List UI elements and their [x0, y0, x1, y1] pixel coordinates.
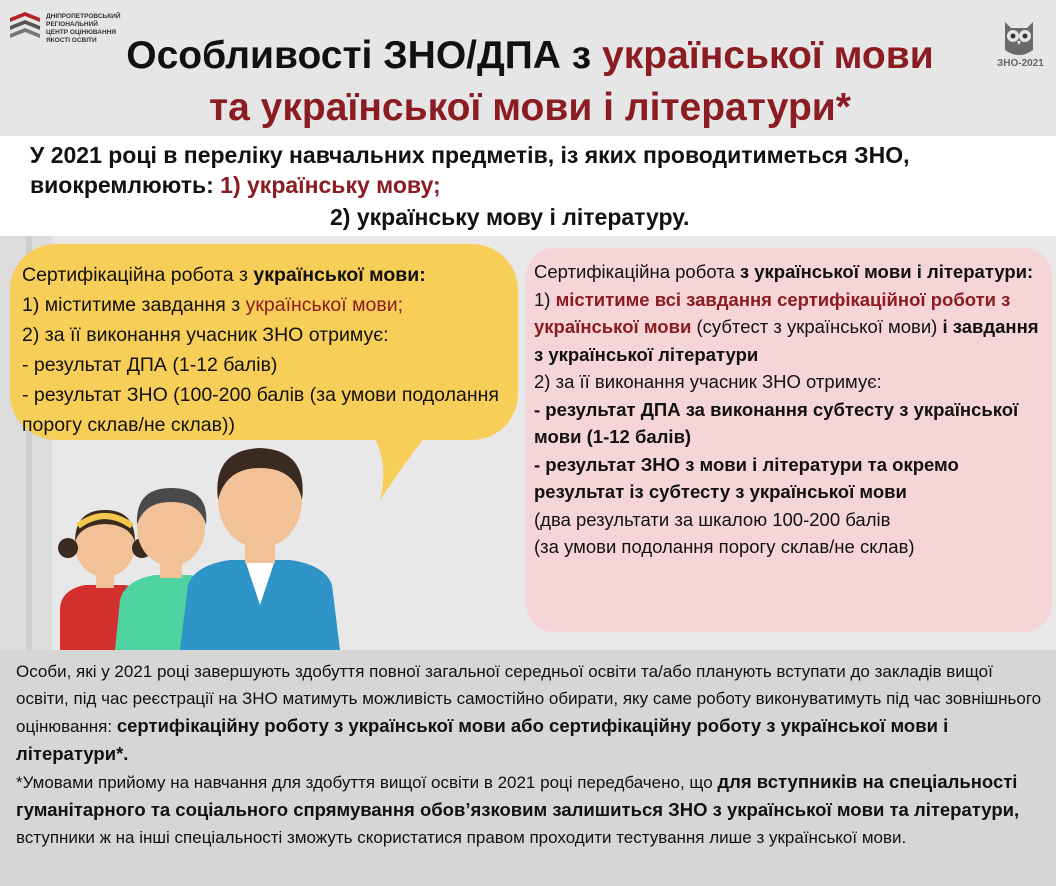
logo-text: ДНІПРОПЕТРОВСЬКИЙ РЕГІОНАЛЬНИЙ ЦЕНТР ОЦІНЮВАННЯ ЯКОСТІ ОСВІТИ [46, 13, 121, 44]
right-line-2: 1) міститиме всі завдання сертифікаційної роботи з української мови (субтест з української мови) і завдання з української літератури [534, 288, 1039, 365]
intro-text: У 2021 році в переліку навчальних предметів, із яких проводитиметься ЗНО, виокремлюють: 1) українську мову; [30, 142, 910, 198]
footer-paragraph-2: *Умовами прийому на навчання для здобуття вищої освіти в 2021 році передбачено, що для вступників на спеціальності гуманітарного та соціального спрямування обов’язковим залишиться ЗНО з української мови та літератури, вступники ж на інші спеціальності зможуть скористатися правом проходити тестування лише з української мови. [16, 771, 1020, 847]
left-line-5: - результат ЗНО (100-200 балів (за умови подолання порогу склав/не склав)) [22, 384, 499, 436]
left-line-4: - результат ДПА (1-12 балів) [22, 354, 278, 376]
page-title: Особливості ЗНО/ДПА з української мови та української мови і літератури* [126, 34, 934, 129]
right-line-1: Сертифікаційна робота з української мови і літератури: [534, 261, 1034, 282]
footer-notes [0, 650, 1056, 886]
literature-info-box [526, 248, 1052, 632]
owl-icon [995, 14, 1043, 60]
intro-section [0, 136, 1056, 236]
right-line-4: - результат ДПА за виконання субтесту з української мови (1-12 балів) [534, 398, 1019, 447]
intro-item-2: 2) українську мову і літературу. [330, 204, 690, 230]
speech-bubble-language [10, 244, 518, 440]
right-line-5: - результат ЗНО з мови і літератури та окремо результат із субтесту з української мови [534, 453, 959, 502]
zno-owl-badge [995, 14, 1047, 72]
right-line-6: (два результати за шкалою 100-200 балів [534, 508, 891, 530]
logo-mark-icon [8, 10, 42, 46]
family-illustration [40, 430, 440, 650]
right-line-3: 2) за її виконання учасник ЗНО отримує: [534, 371, 882, 392]
right-line-7: (за умови подолання порогу склав/не склав) [534, 536, 915, 557]
footer-paragraph-1: Особи, які у 2021 році завершують здобуття повної загальної середньої освіти та/або планують вступати до закладів вищої освіти, під час реєстрації на ЗНО матимуть можливість самостійно обирати, яку саме роботу виконуватимуть під час зовнішнього оцінювання: сертифікаційну роботу з української мови або сертифікаційну роботу з української мови і літератури*. [16, 662, 1042, 764]
left-line-2: 1) міститиме завдання з української мови; [22, 294, 404, 316]
left-line-1: Сертифікаційна робота з української мови: [22, 264, 426, 286]
man-figure [180, 448, 340, 650]
left-line-3: 2) за її виконання учасник ЗНО отримує: [22, 324, 389, 346]
badge-text: ЗНО-2021 [997, 58, 1044, 69]
